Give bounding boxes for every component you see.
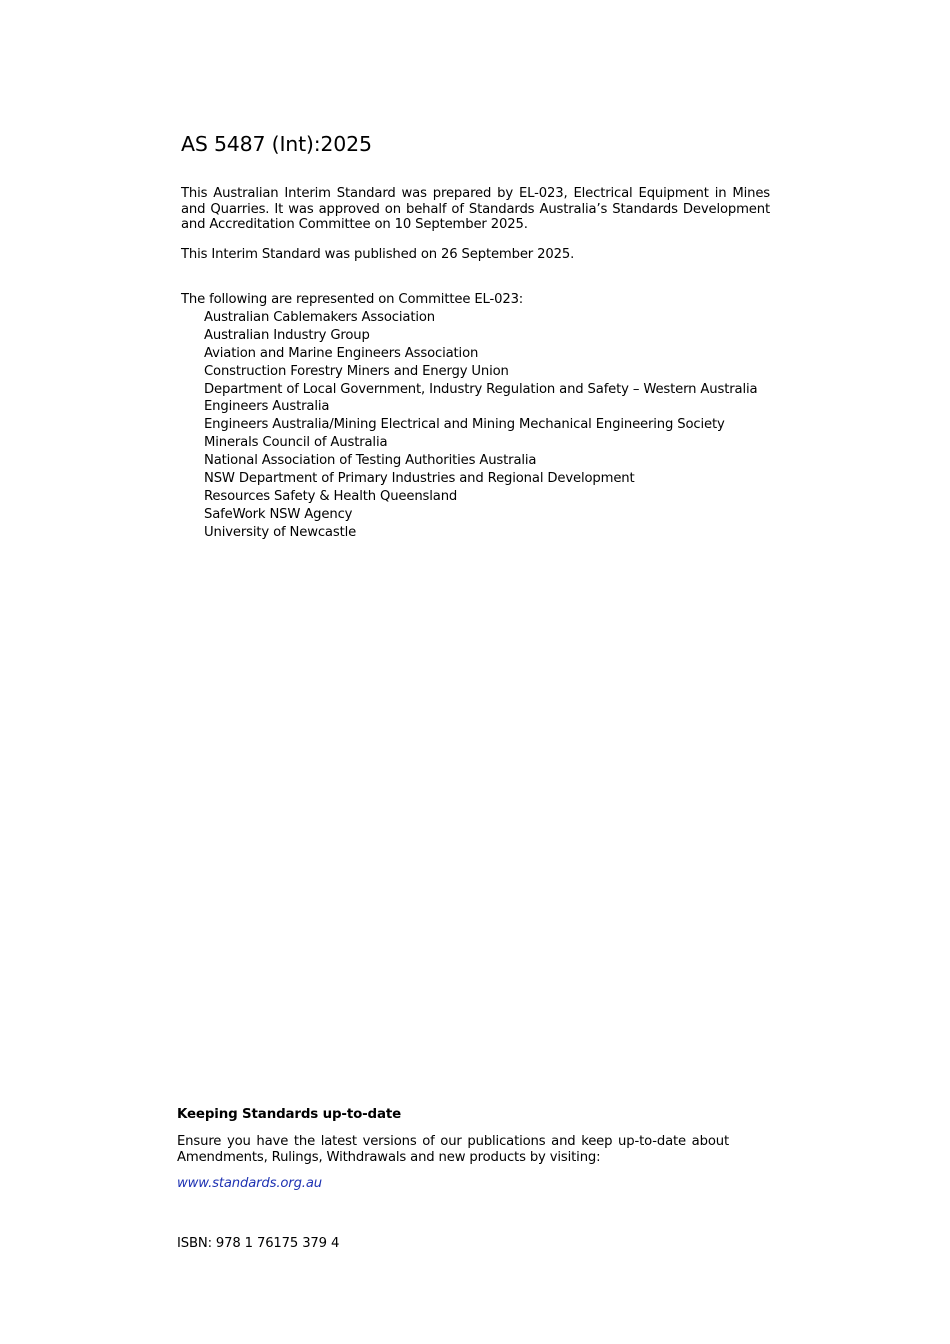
keeping-standards-text: Ensure you have the latest versions of our publications and keep up-to-date about Amendments, Rulings, Withdrawals and new products by visiting:: [177, 1134, 729, 1165]
committee-member: University of Newcastle: [204, 524, 357, 540]
committee-member: Aviation and Marine Engineers Association: [204, 345, 479, 361]
publication-date-statement: This Interim Standard was published on 26 September 2025.: [181, 247, 575, 262]
committee-member: Construction Forestry Miners and Energy Union: [204, 363, 509, 379]
committee-member: Australian Cablemakers Association: [204, 309, 435, 325]
isbn: ISBN: 978 1 76175 379 4: [177, 1236, 340, 1251]
committee-intro: The following are represented on Committee EL-023:: [181, 292, 524, 307]
committee-member: National Association of Testing Authorities Australia: [204, 453, 537, 469]
committee-member: SafeWork NSW Agency: [204, 506, 353, 522]
committee-member: Department of Local Government, Industry Regulation and Safety – Western Australia: [204, 381, 758, 397]
committee-member: Engineers Australia: [204, 399, 330, 415]
document-title: AS 5487 (Int):2025: [181, 132, 372, 156]
committee-member: Engineers Australia/Mining Electrical and Mining Mechanical Engineering Society: [204, 417, 725, 433]
keeping-standards-heading: Keeping Standards up-to-date: [177, 1107, 402, 1122]
preparation-statement: This Australian Interim Standard was prepared by EL-023, Electrical Equipment in Mines and Quarries. It was approved on behalf of Standards Australia’s Standards Development and Accreditation Committee on 10 September 2025.: [181, 186, 770, 232]
keeping-standards-section: [177, 1107, 729, 1192]
committee-section: [181, 291, 757, 542]
committee-member: Resources Safety & Health Queensland: [204, 488, 458, 504]
standards-website-link[interactable]: www.standards.org.au: [177, 1176, 322, 1191]
committee-member: NSW Department of Primary Industries and Regional Development: [204, 471, 635, 487]
committee-member: Minerals Council of Australia: [204, 435, 388, 451]
committee-member-list: [181, 309, 757, 542]
committee-member: Australian Industry Group: [204, 327, 370, 343]
